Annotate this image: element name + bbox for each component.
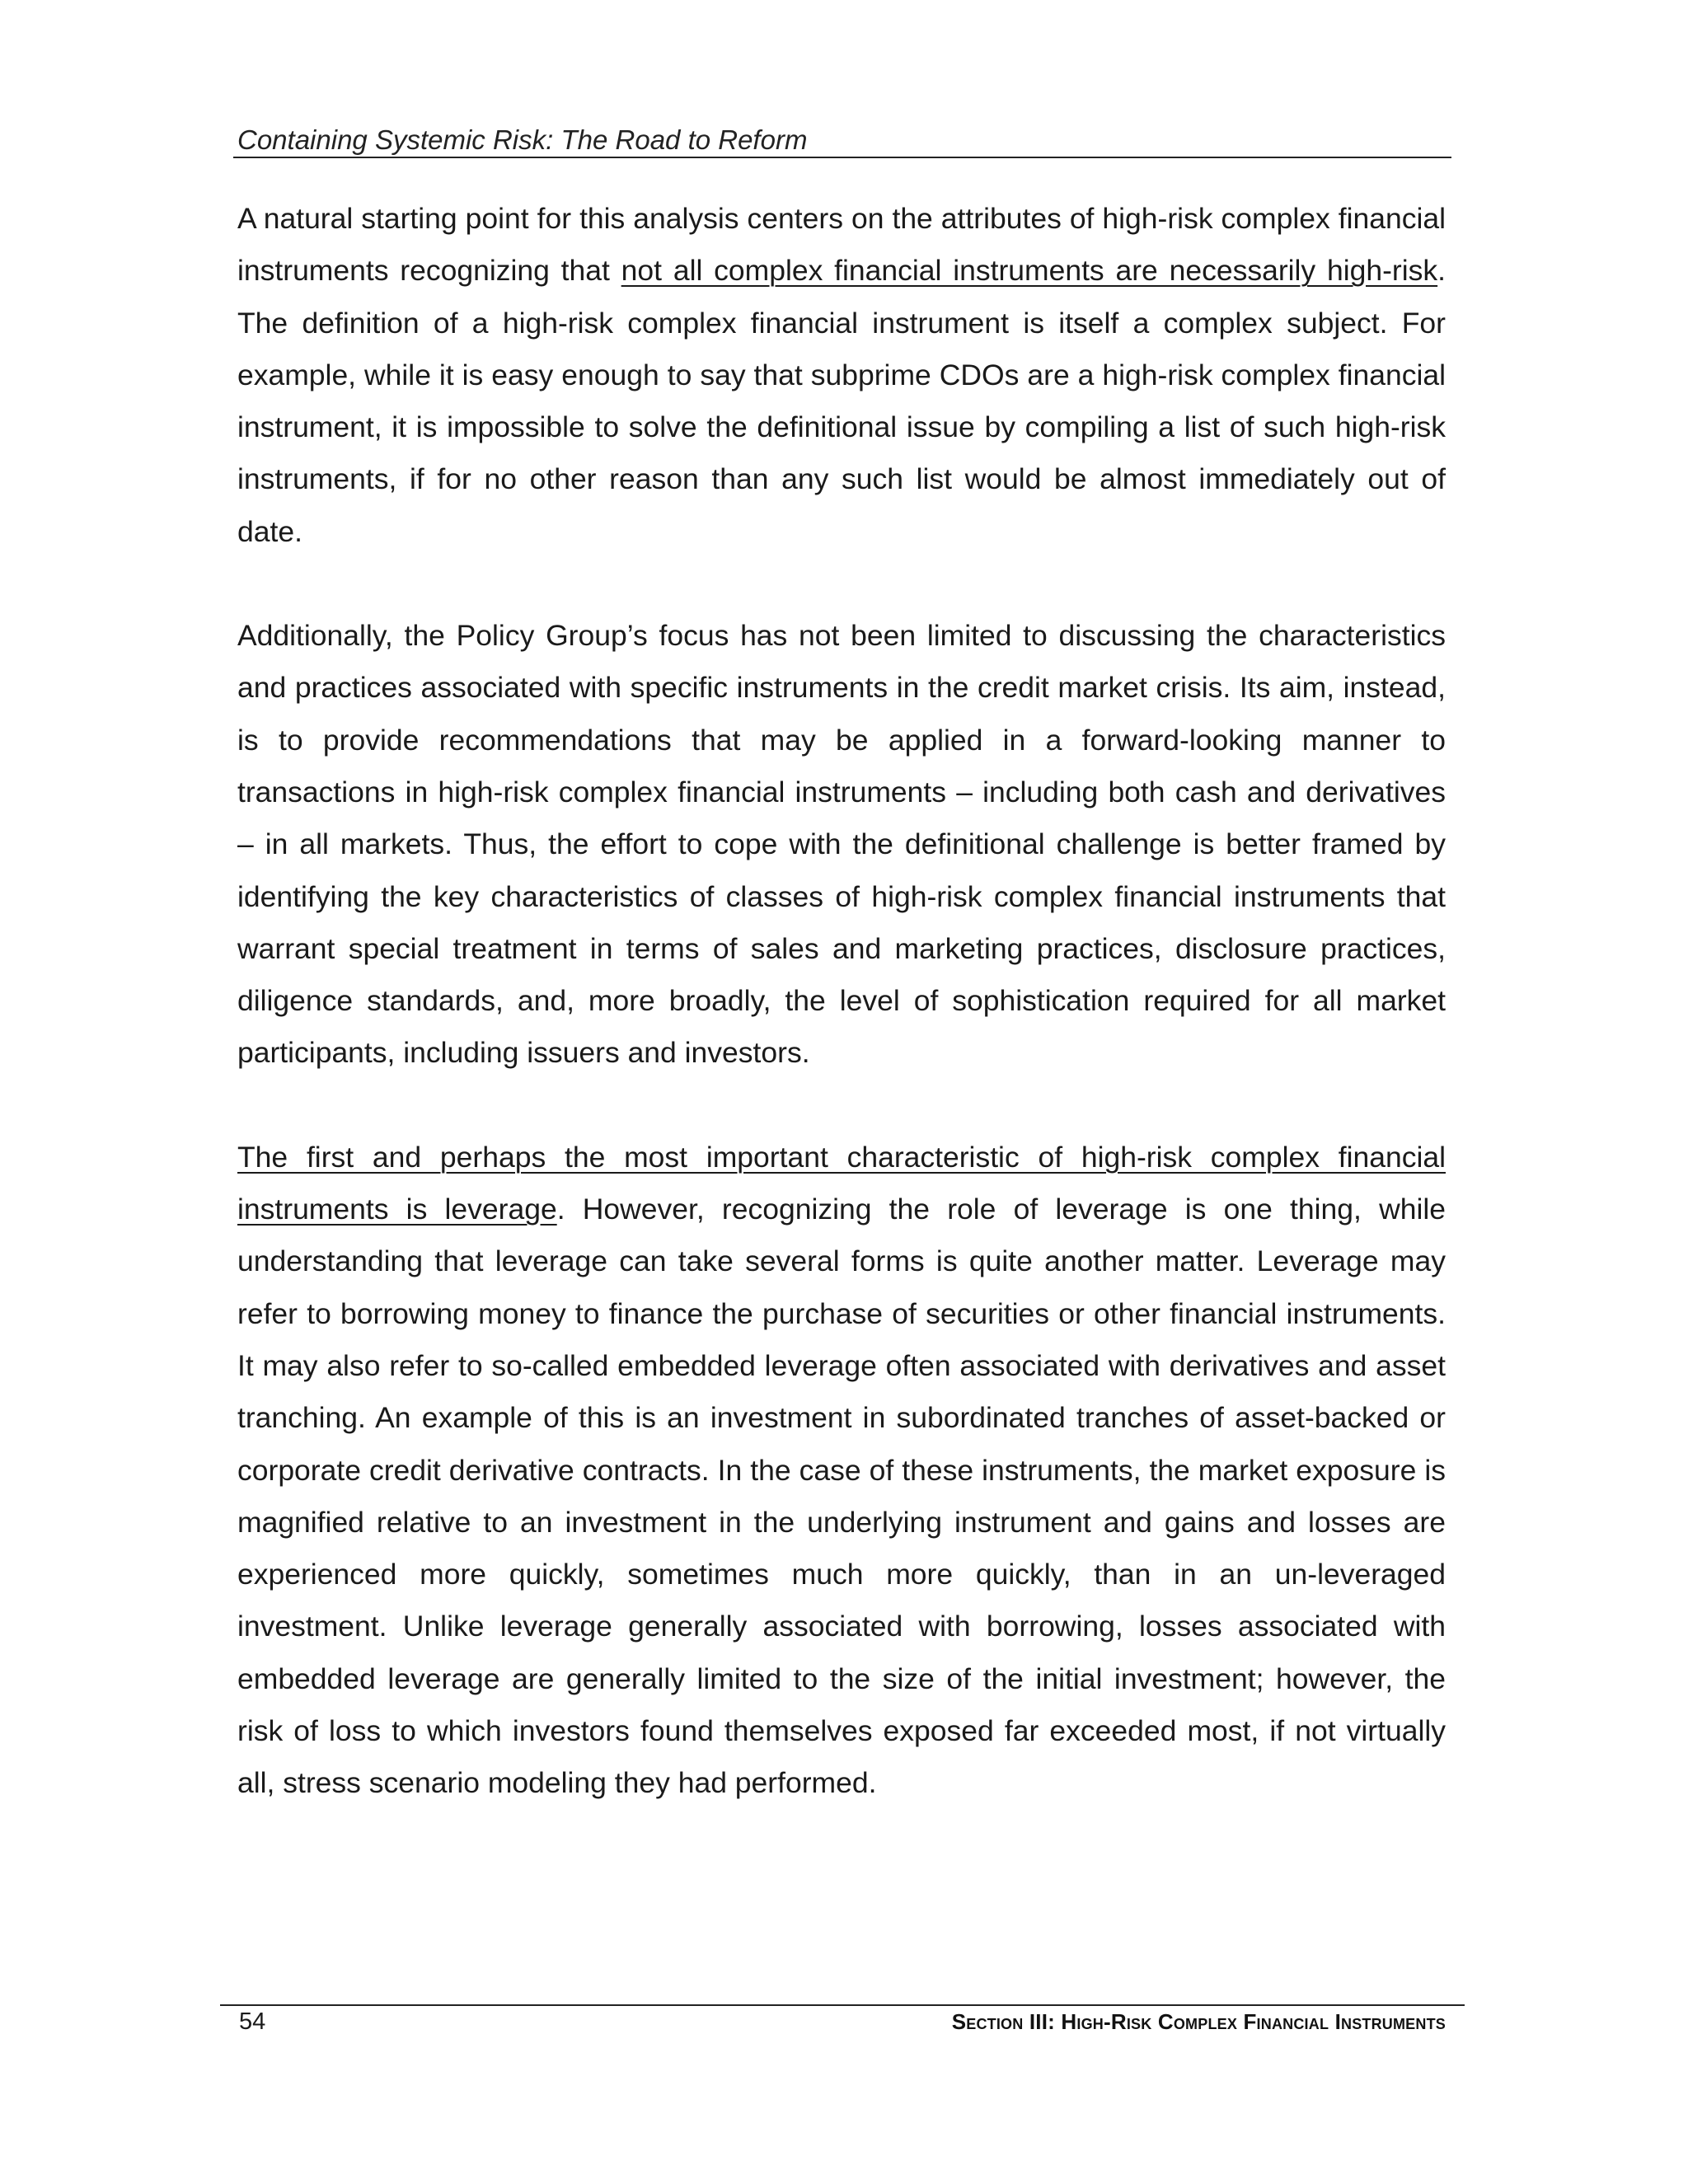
paragraph-2: Additionally, the Policy Group’s focus has not been limited to discussing the characteristics and practices associated with specific instruments in the credit market crisis. Its aim, instead, is to provide recommendations that may be applied in a forward-looking manner to transactions in high-risk complex financial instruments – including both cash and derivatives – in all markets. Thus, the effort to cope with the definitional challenge is better framed by identifying the key characteristics of classes of high-risk complex financial instruments that warrant special treatment in terms of sales and marketing practices, disclosure practices, diligence standards, and, more broadly, the level of sophistication required for all market participants, including issuers and investors. <box>237 619 1446 1070</box>
paragraph-1 <box>237 193 1446 558</box>
paragraph-1-lead: A natural starting point for this analysis centers on the attributes of high-risk complex financial instruments recognizing that <box>237 202 1446 288</box>
paragraph-3 <box>237 1132 1446 1810</box>
paragraph-3-rest: . However, recognizing the role of leverage is one thing, while understanding that leverage can take several forms is quite another matter. Leverage may refer to borrowing money to finance the purchase of securities or other financial instruments. It may also refer to so-called embedded leverage often associated with derivatives and asset tranching. An example of this is an investment in subordinated tranches of asset-backed or corporate credit derivative contracts. In the case of these instruments, the market exposure is magnified relative to an investment in the underlying instrument and gains and losses are experienced more quickly, sometimes much more quickly, than in an un-leveraged investment. Unlike leverage generally associated with borrowing, losses associated with embedded leverage are generally limited to the size of the initial investment; however, the risk of loss to which investors found themselves exposed far exceeded most, if not virtually all, stress scenario modeling they had performed. <box>237 1193 1446 1800</box>
header-divider <box>233 157 1451 158</box>
paragraph-1-rest: . The definition of a high-risk complex financial instrument is itself a complex subject. For example, while it is easy enough to say that subprime CDOs are a high-risk complex financial instrument, it is impossible to solve the definitional issue by compiling a list of such high-risk instruments, if for no other reason than any such list would be almost immediately out of date. <box>237 254 1446 548</box>
running-header-title: Containing Systemic Risk: The Road to Reform <box>237 124 808 155</box>
body-text <box>237 193 1446 1810</box>
paragraph-3-underlined-phrase: The first and perhaps the most important characteristic of high-risk complex financial instruments is leverage <box>237 1140 1446 1226</box>
page-number: 54 <box>239 2008 266 2035</box>
footer-section-label: Section III: High-Risk Complex Financial Instruments <box>951 2009 1446 2034</box>
paragraph-1-underlined-phrase: not all complex financial instruments are necessarily high-risk <box>621 254 1438 288</box>
